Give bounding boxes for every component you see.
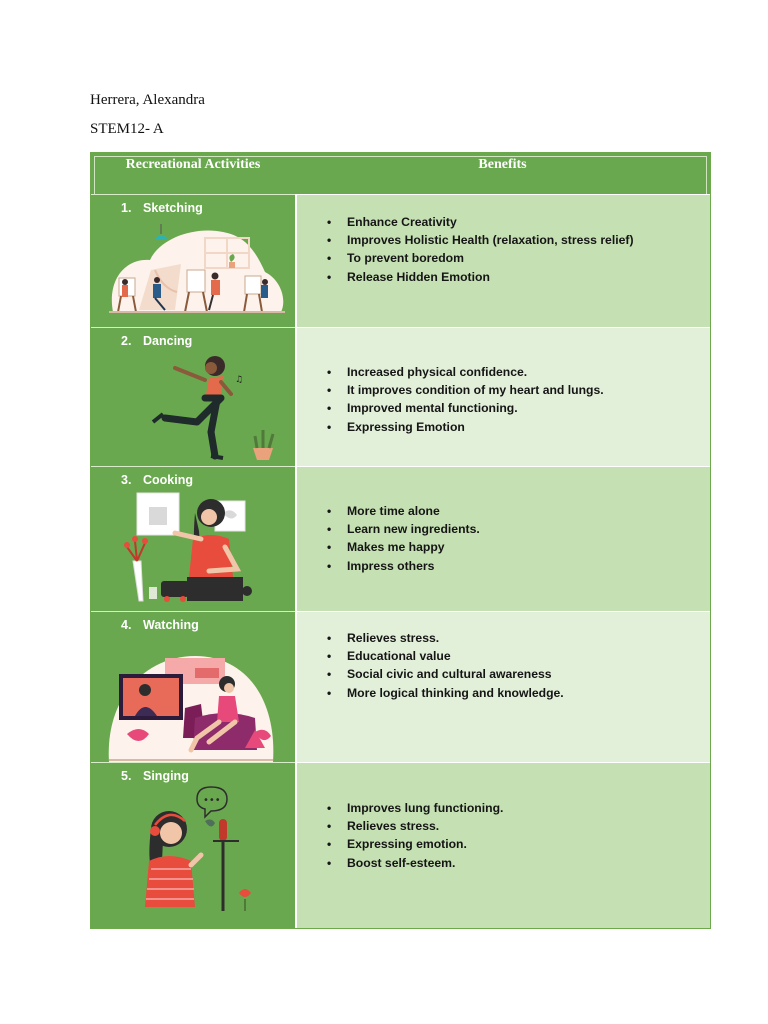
benefit-item: • Makes me happy bbox=[327, 540, 445, 555]
benefits-list bbox=[327, 629, 564, 702]
activity-name: Sketching bbox=[143, 201, 203, 215]
benefits-list bbox=[327, 799, 503, 872]
benefit-item: • To prevent boredom bbox=[327, 251, 464, 266]
student-name: Herrera, Alexandra bbox=[90, 92, 205, 108]
benefit-item: • It improves condition of my heart and lungs. bbox=[327, 383, 604, 398]
table-header-row bbox=[91, 153, 710, 194]
benefit-item: • Expressing Emotion bbox=[327, 419, 465, 434]
student-section: STEM12- A bbox=[90, 121, 164, 137]
benefits-cell bbox=[295, 762, 710, 928]
sketching-illustration bbox=[105, 220, 289, 320]
benefit-item: • Impress others bbox=[327, 558, 435, 573]
activity-cell bbox=[91, 762, 295, 928]
activity-number: 5. bbox=[121, 769, 132, 783]
table-row bbox=[91, 327, 710, 466]
table-row bbox=[91, 762, 710, 928]
svg-text:•••: ••• bbox=[203, 795, 221, 806]
header-recreational-activities: Recreational Activities bbox=[125, 157, 261, 172]
activity-name: Watching bbox=[143, 618, 199, 632]
watching-illustration bbox=[105, 638, 289, 762]
benefit-item: • More time alone bbox=[327, 504, 440, 518]
cooking-illustration bbox=[105, 491, 289, 609]
benefit-item: • Improves lung functioning. bbox=[327, 801, 504, 815]
table-row bbox=[91, 194, 710, 327]
benefits-cell bbox=[295, 611, 710, 762]
dancing-illustration bbox=[105, 352, 289, 464]
activity-cell bbox=[91, 611, 295, 762]
activity-cell bbox=[91, 466, 295, 611]
svg-text:♫: ♫ bbox=[235, 375, 244, 385]
activity-number: 1. bbox=[121, 201, 132, 215]
table-row bbox=[91, 466, 710, 611]
activity-cell bbox=[91, 327, 295, 466]
activity-name: Cooking bbox=[143, 473, 193, 487]
benefit-item: • Learn new ingredients. bbox=[327, 522, 480, 537]
benefit-item: • Relieves stress. bbox=[327, 631, 440, 645]
benefits-list bbox=[327, 363, 604, 436]
benefits-cell bbox=[295, 466, 710, 611]
benefit-item: • Educational value bbox=[327, 649, 451, 664]
activity-number: 3. bbox=[121, 473, 132, 487]
table-row bbox=[91, 611, 710, 762]
benefits-cell bbox=[295, 194, 710, 327]
benefit-item: • Social civic and cultural awareness bbox=[327, 667, 552, 682]
header-benefits: Benefits bbox=[478, 157, 527, 172]
benefits-cell bbox=[295, 327, 710, 466]
benefit-item: • More logical thinking and knowledge. bbox=[327, 685, 564, 700]
activity-number: 4. bbox=[121, 618, 132, 632]
benefit-item: • Release Hidden Emotion bbox=[327, 269, 490, 284]
benefit-item: • Enhance Creativity bbox=[327, 215, 457, 229]
benefits-list bbox=[327, 213, 634, 286]
benefit-item: • Increased physical confidence. bbox=[327, 365, 528, 379]
benefits-list bbox=[327, 502, 480, 575]
benefit-item: • Boost self-esteem. bbox=[327, 855, 456, 870]
singing-illustration bbox=[105, 781, 289, 921]
activity-cell bbox=[91, 194, 295, 327]
benefit-item: • Improves Holistic Health (relaxation, stress relief) bbox=[327, 233, 634, 248]
activity-number: 2. bbox=[121, 334, 132, 348]
benefit-item: • Expressing emotion. bbox=[327, 837, 467, 852]
activity-name: Dancing bbox=[143, 334, 193, 348]
activity-name: Singing bbox=[143, 769, 189, 783]
benefit-item: • Improved mental functioning. bbox=[327, 401, 518, 416]
activities-table bbox=[90, 152, 711, 929]
benefit-item: • Relieves stress. bbox=[327, 819, 440, 834]
